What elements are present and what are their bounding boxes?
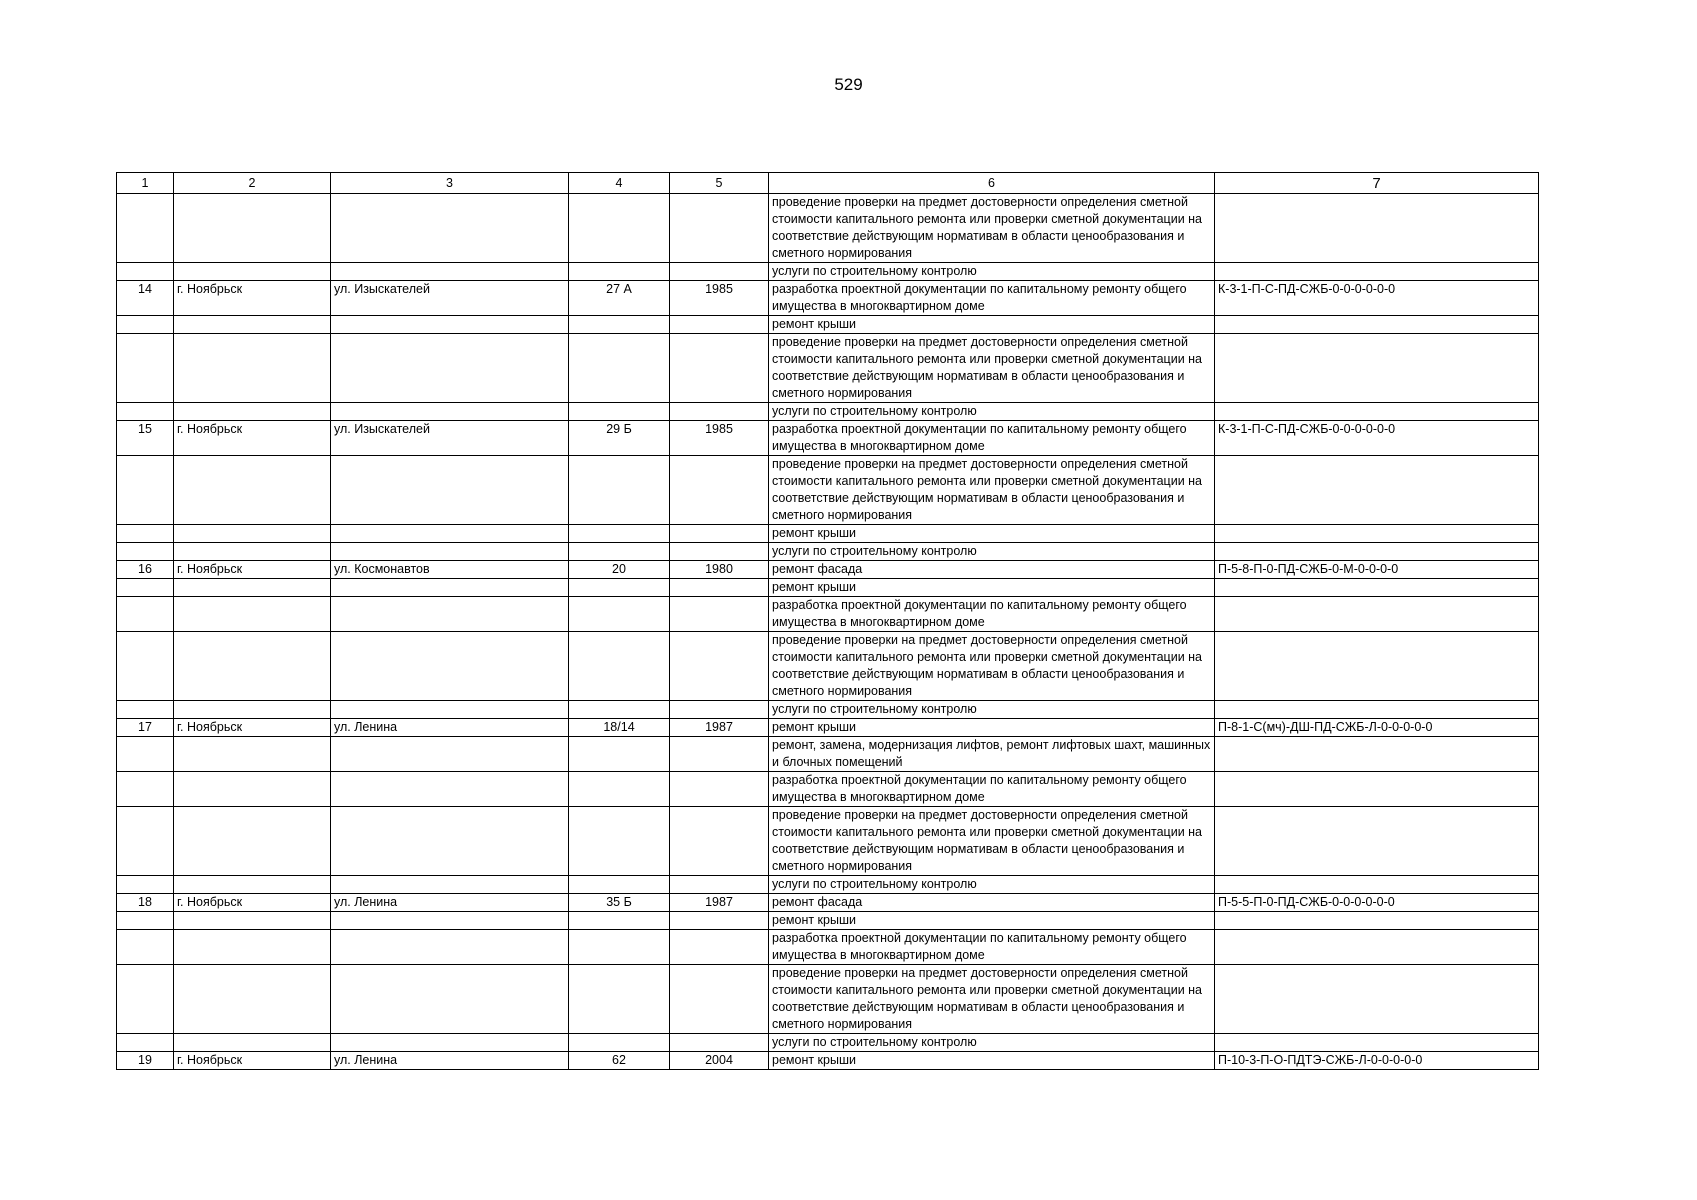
- cell-city: [174, 456, 331, 525]
- cell-work-type: услуги по строительному контролю: [769, 1034, 1215, 1052]
- cell-building-code: [1215, 403, 1539, 421]
- table-row: [117, 1034, 1539, 1052]
- cell-building-code: [1215, 316, 1539, 334]
- cell-house-number: [569, 525, 670, 543]
- cell-city: [174, 579, 331, 597]
- cell-city: г. Ноябрьск: [174, 719, 331, 737]
- cell-build-year: [670, 525, 769, 543]
- cell-street: [331, 701, 569, 719]
- cell-row-number: 14: [117, 281, 174, 316]
- cell-build-year: 1985: [670, 421, 769, 456]
- cell-house-number: 62: [569, 1052, 670, 1070]
- cell-house-number: 20: [569, 561, 670, 579]
- cell-build-year: [670, 930, 769, 965]
- cell-house-number: [569, 930, 670, 965]
- cell-street: [331, 316, 569, 334]
- repair-program-table: [116, 172, 1539, 1070]
- cell-house-number: [569, 316, 670, 334]
- cell-street: [331, 772, 569, 807]
- cell-street: [331, 737, 569, 772]
- cell-street: [331, 965, 569, 1034]
- cell-building-code: П-5-8-П-0-ПД-СЖБ-0-М-0-0-0-0: [1215, 561, 1539, 579]
- cell-street: [331, 263, 569, 281]
- cell-build-year: [670, 334, 769, 403]
- cell-row-number: [117, 263, 174, 281]
- cell-building-code: [1215, 965, 1539, 1034]
- cell-row-number: [117, 403, 174, 421]
- table-row: [117, 281, 1539, 316]
- cell-build-year: [670, 912, 769, 930]
- cell-house-number: [569, 543, 670, 561]
- cell-city: г. Ноябрьск: [174, 421, 331, 456]
- cell-work-type: проведение проверки на предмет достоверности определения сметной стоимости капитального ремонта или проверки сметной документации на соответствие действующим нормативам в области ценообразования и сметного нормирования: [769, 807, 1215, 876]
- cell-city: г. Ноябрьск: [174, 561, 331, 579]
- cell-building-code: К-3-1-П-С-ПД-СЖБ-0-0-0-0-0-0: [1215, 421, 1539, 456]
- cell-house-number: [569, 965, 670, 1034]
- cell-build-year: 2004: [670, 1052, 769, 1070]
- cell-row-number: [117, 701, 174, 719]
- cell-city: [174, 965, 331, 1034]
- cell-street: [331, 912, 569, 930]
- cell-row-number: [117, 1034, 174, 1052]
- cell-building-code: [1215, 701, 1539, 719]
- cell-building-code: [1215, 632, 1539, 701]
- cell-build-year: [670, 876, 769, 894]
- cell-house-number: [569, 456, 670, 525]
- cell-build-year: [670, 456, 769, 525]
- cell-row-number: [117, 930, 174, 965]
- cell-street: [331, 403, 569, 421]
- table-body: [117, 194, 1539, 1070]
- table-row: [117, 334, 1539, 403]
- cell-house-number: [569, 263, 670, 281]
- cell-street: ул. Изыскателей: [331, 281, 569, 316]
- table-row: [117, 912, 1539, 930]
- cell-street: [331, 930, 569, 965]
- table-row: [117, 316, 1539, 334]
- cell-build-year: [670, 263, 769, 281]
- cell-city: [174, 194, 331, 263]
- cell-work-type: разработка проектной документации по капитальному ремонту общего имущества в многоквартирном доме: [769, 421, 1215, 456]
- cell-work-type: услуги по строительному контролю: [769, 403, 1215, 421]
- cell-build-year: [670, 807, 769, 876]
- cell-work-type: проведение проверки на предмет достоверности определения сметной стоимости капитального ремонта или проверки сметной документации на соответствие действующим нормативам в области ценообразования и сметного нормирования: [769, 334, 1215, 403]
- cell-house-number: 18/14: [569, 719, 670, 737]
- cell-city: [174, 701, 331, 719]
- page-number: 529: [834, 75, 863, 94]
- cell-row-number: 18: [117, 894, 174, 912]
- cell-city: [174, 876, 331, 894]
- header-col-7: 7: [1215, 173, 1539, 194]
- cell-building-code: [1215, 912, 1539, 930]
- cell-build-year: [670, 403, 769, 421]
- cell-work-type: услуги по строительному контролю: [769, 543, 1215, 561]
- cell-street: ул. Ленина: [331, 894, 569, 912]
- cell-street: [331, 334, 569, 403]
- cell-building-code: [1215, 1034, 1539, 1052]
- cell-build-year: [670, 194, 769, 263]
- cell-house-number: 27 А: [569, 281, 670, 316]
- cell-city: [174, 772, 331, 807]
- cell-row-number: [117, 579, 174, 597]
- cell-house-number: [569, 807, 670, 876]
- cell-building-code: [1215, 543, 1539, 561]
- cell-building-code: [1215, 456, 1539, 525]
- cell-row-number: [117, 876, 174, 894]
- header-col-2: 2: [174, 173, 331, 194]
- table-row: [117, 632, 1539, 701]
- cell-building-code: [1215, 263, 1539, 281]
- cell-building-code: [1215, 334, 1539, 403]
- header-col-4: 4: [569, 173, 670, 194]
- table-row: [117, 421, 1539, 456]
- cell-city: [174, 737, 331, 772]
- cell-work-type: проведение проверки на предмет достоверности определения сметной стоимости капитального ремонта или проверки сметной документации на соответствие действующим нормативам в области ценообразования и сметного нормирования: [769, 965, 1215, 1034]
- header-col-1: 1: [117, 173, 174, 194]
- cell-build-year: [670, 579, 769, 597]
- table-row: [117, 930, 1539, 965]
- cell-city: г. Ноябрьск: [174, 1052, 331, 1070]
- cell-build-year: [670, 772, 769, 807]
- header-col-6: 6: [769, 173, 1215, 194]
- cell-house-number: [569, 876, 670, 894]
- cell-building-code: П-8-1-С(мч)-ДШ-ПД-СЖБ-Л-0-0-0-0-0: [1215, 719, 1539, 737]
- table-row: [117, 719, 1539, 737]
- cell-city: [174, 597, 331, 632]
- table-row: [117, 876, 1539, 894]
- table-row: [117, 579, 1539, 597]
- cell-city: [174, 403, 331, 421]
- cell-building-code: [1215, 737, 1539, 772]
- cell-street: [331, 543, 569, 561]
- cell-build-year: 1987: [670, 894, 769, 912]
- table-row: [117, 965, 1539, 1034]
- cell-house-number: [569, 632, 670, 701]
- table-row: [117, 701, 1539, 719]
- cell-work-type: разработка проектной документации по капитальному ремонту общего имущества в многоквартирном доме: [769, 930, 1215, 965]
- cell-building-code: К-3-1-П-С-ПД-СЖБ-0-0-0-0-0-0: [1215, 281, 1539, 316]
- cell-work-type: услуги по строительному контролю: [769, 876, 1215, 894]
- cell-work-type: разработка проектной документации по капитальному ремонту общего имущества в многоквартирном доме: [769, 597, 1215, 632]
- cell-house-number: [569, 579, 670, 597]
- cell-work-type: разработка проектной документации по капитальному ремонту общего имущества в многоквартирном доме: [769, 772, 1215, 807]
- cell-work-type: ремонт крыши: [769, 1052, 1215, 1070]
- cell-row-number: [117, 543, 174, 561]
- table-row: [117, 894, 1539, 912]
- cell-build-year: [670, 632, 769, 701]
- cell-row-number: [117, 737, 174, 772]
- cell-street: ул. Ленина: [331, 719, 569, 737]
- table-row: [117, 194, 1539, 263]
- table-header-row: [117, 173, 1539, 194]
- table-row: [117, 561, 1539, 579]
- cell-build-year: 1980: [670, 561, 769, 579]
- cell-building-code: [1215, 772, 1539, 807]
- cell-street: ул. Изыскателей: [331, 421, 569, 456]
- table-row: [117, 456, 1539, 525]
- cell-row-number: [117, 965, 174, 1034]
- cell-city: [174, 1034, 331, 1052]
- cell-work-type: ремонт фасада: [769, 894, 1215, 912]
- cell-city: [174, 632, 331, 701]
- cell-city: [174, 263, 331, 281]
- header-col-5: 5: [670, 173, 769, 194]
- cell-row-number: [117, 334, 174, 403]
- cell-building-code: [1215, 579, 1539, 597]
- cell-work-type: услуги по строительному контролю: [769, 263, 1215, 281]
- cell-build-year: [670, 543, 769, 561]
- cell-street: [331, 597, 569, 632]
- cell-build-year: [670, 737, 769, 772]
- cell-city: [174, 912, 331, 930]
- cell-street: [331, 876, 569, 894]
- cell-building-code: [1215, 876, 1539, 894]
- cell-work-type: ремонт фасада: [769, 561, 1215, 579]
- cell-house-number: [569, 701, 670, 719]
- cell-street: [331, 579, 569, 597]
- header-col-3: 3: [331, 173, 569, 194]
- cell-work-type: разработка проектной документации по капитальному ремонту общего имущества в многоквартирном доме: [769, 281, 1215, 316]
- cell-city: [174, 316, 331, 334]
- cell-work-type: ремонт крыши: [769, 912, 1215, 930]
- cell-street: [331, 632, 569, 701]
- cell-building-code: [1215, 194, 1539, 263]
- cell-build-year: [670, 1034, 769, 1052]
- table-row: [117, 403, 1539, 421]
- cell-row-number: [117, 912, 174, 930]
- cell-row-number: [117, 194, 174, 263]
- table-row: [117, 807, 1539, 876]
- cell-street: [331, 807, 569, 876]
- table-row: [117, 772, 1539, 807]
- cell-row-number: [117, 316, 174, 334]
- cell-row-number: [117, 597, 174, 632]
- table-row: [117, 525, 1539, 543]
- cell-street: [331, 456, 569, 525]
- cell-house-number: 35 Б: [569, 894, 670, 912]
- table-row: [117, 737, 1539, 772]
- cell-building-code: [1215, 597, 1539, 632]
- cell-work-type: проведение проверки на предмет достоверности определения сметной стоимости капитального ремонта или проверки сметной документации на соответствие действующим нормативам в области ценообразования и сметного нормирования: [769, 194, 1215, 263]
- cell-city: [174, 334, 331, 403]
- cell-row-number: 17: [117, 719, 174, 737]
- cell-house-number: [569, 912, 670, 930]
- cell-city: [174, 807, 331, 876]
- cell-street: ул. Ленина: [331, 1052, 569, 1070]
- cell-city: [174, 930, 331, 965]
- cell-city: [174, 543, 331, 561]
- cell-city: [174, 525, 331, 543]
- cell-city: г. Ноябрьск: [174, 894, 331, 912]
- cell-work-type: ремонт крыши: [769, 525, 1215, 543]
- table-row: [117, 597, 1539, 632]
- cell-work-type: проведение проверки на предмет достоверности определения сметной стоимости капитального ремонта или проверки сметной документации на соответствие действующим нормативам в области ценообразования и сметного нормирования: [769, 456, 1215, 525]
- cell-street: [331, 525, 569, 543]
- cell-house-number: [569, 194, 670, 263]
- cell-row-number: [117, 632, 174, 701]
- table-row: [117, 263, 1539, 281]
- cell-house-number: [569, 403, 670, 421]
- cell-build-year: 1987: [670, 719, 769, 737]
- cell-house-number: [569, 597, 670, 632]
- cell-build-year: [670, 316, 769, 334]
- cell-row-number: [117, 772, 174, 807]
- cell-street: [331, 194, 569, 263]
- cell-house-number: [569, 737, 670, 772]
- cell-work-type: ремонт крыши: [769, 719, 1215, 737]
- cell-build-year: [670, 701, 769, 719]
- cell-build-year: [670, 965, 769, 1034]
- cell-row-number: [117, 807, 174, 876]
- cell-row-number: 19: [117, 1052, 174, 1070]
- cell-city: г. Ноябрьск: [174, 281, 331, 316]
- cell-house-number: [569, 334, 670, 403]
- cell-row-number: [117, 525, 174, 543]
- cell-work-type: ремонт крыши: [769, 316, 1215, 334]
- cell-house-number: [569, 772, 670, 807]
- cell-building-code: [1215, 525, 1539, 543]
- cell-street: ул. Космонавтов: [331, 561, 569, 579]
- cell-building-code: [1215, 930, 1539, 965]
- cell-build-year: [670, 597, 769, 632]
- cell-work-type: услуги по строительному контролю: [769, 701, 1215, 719]
- cell-building-code: П-10-3-П-О-ПДТЭ-СЖБ-Л-0-0-0-0-0: [1215, 1052, 1539, 1070]
- cell-house-number: 29 Б: [569, 421, 670, 456]
- cell-street: [331, 1034, 569, 1052]
- cell-work-type: проведение проверки на предмет достоверности определения сметной стоимости капитального ремонта или проверки сметной документации на соответствие действующим нормативам в области ценообразования и сметного нормирования: [769, 632, 1215, 701]
- cell-work-type: ремонт крыши: [769, 579, 1215, 597]
- cell-row-number: 16: [117, 561, 174, 579]
- cell-build-year: 1985: [670, 281, 769, 316]
- cell-row-number: [117, 456, 174, 525]
- cell-work-type: ремонт, замена, модернизация лифтов, ремонт лифтовых шахт, машинных и блочных помещений: [769, 737, 1215, 772]
- cell-house-number: [569, 1034, 670, 1052]
- cell-building-code: П-5-5-П-0-ПД-СЖБ-0-0-0-0-0-0: [1215, 894, 1539, 912]
- cell-row-number: 15: [117, 421, 174, 456]
- table-row: [117, 1052, 1539, 1070]
- cell-building-code: [1215, 807, 1539, 876]
- table-row: [117, 543, 1539, 561]
